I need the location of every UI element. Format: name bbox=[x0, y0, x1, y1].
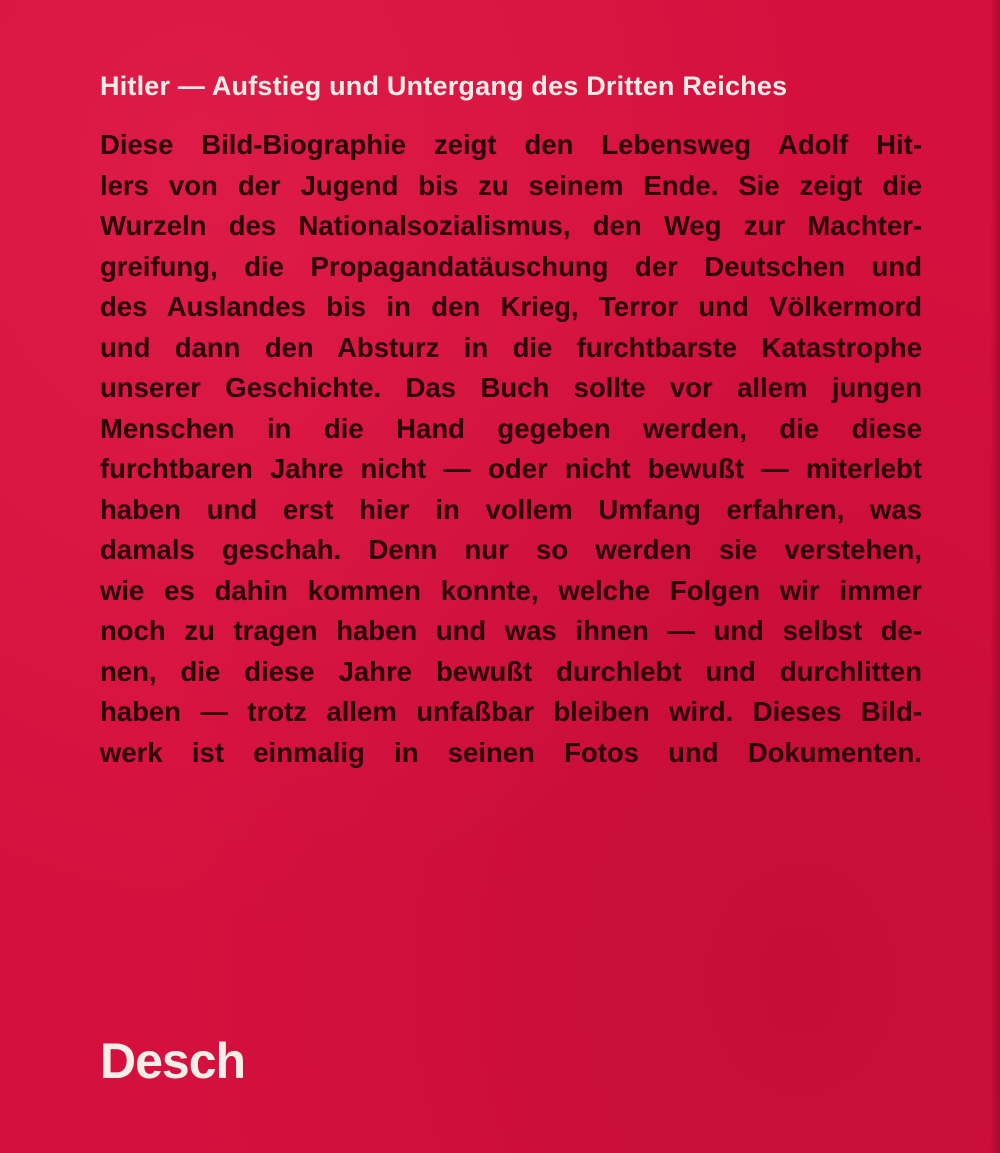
blurb-text bbox=[100, 125, 922, 773]
blurb-line: damals geschah. Denn nur so werden sie verstehen, bbox=[100, 534, 922, 565]
book-title: Hitler — Aufstieg und Untergang des Dritten Reiches bbox=[100, 71, 788, 101]
blurb-line: furchtbaren Jahre nicht — oder nicht bewußt — miterlebt bbox=[100, 453, 922, 484]
blurb-line: Diese Bild-Biographie zeigt den Lebensweg Adolf Hit- bbox=[100, 129, 922, 160]
blurb-line: Menschen in die Hand gegeben werden, die diese bbox=[100, 412, 922, 444]
cover-edge-shadow bbox=[990, 0, 1000, 1153]
blurb-line: werk ist einmalig in seinen Fotos und Dokumenten. bbox=[100, 736, 922, 768]
blurb-line: Wurzeln des Nationalsozialismus, den Weg zur Machter- bbox=[100, 210, 922, 241]
blurb-line: nen, die diese Jahre bewußt durchlebt und durchlitten bbox=[100, 655, 922, 687]
blurb-line: greifung, die Propagandatäuschung der Deutschen und bbox=[100, 250, 922, 282]
blurb-line: haben — trotz allem unfaßbar bleiben wird. Dieses Bild- bbox=[100, 696, 922, 727]
blurb-line: des Auslandes bis in den Krieg, Terror und Völkermord bbox=[100, 291, 922, 322]
blurb-line: lers von der Jugend bis zu seinem Ende. Sie zeigt die bbox=[100, 169, 922, 201]
blurb-line: haben und erst hier in vollem Umfang erfahren, was bbox=[100, 493, 922, 525]
publisher-logo: Desch bbox=[100, 1033, 246, 1089]
blurb-line: noch zu tragen haben und was ihnen — und selbst de- bbox=[100, 615, 922, 646]
blurb-line: unserer Geschichte. Das Buch sollte vor allem jungen bbox=[100, 372, 922, 403]
blurb-line: wie es dahin kommen konnte, welche Folgen wir immer bbox=[100, 574, 922, 606]
blurb-line: und dann den Absturz in die furchtbarste Katastrophe bbox=[100, 331, 922, 363]
